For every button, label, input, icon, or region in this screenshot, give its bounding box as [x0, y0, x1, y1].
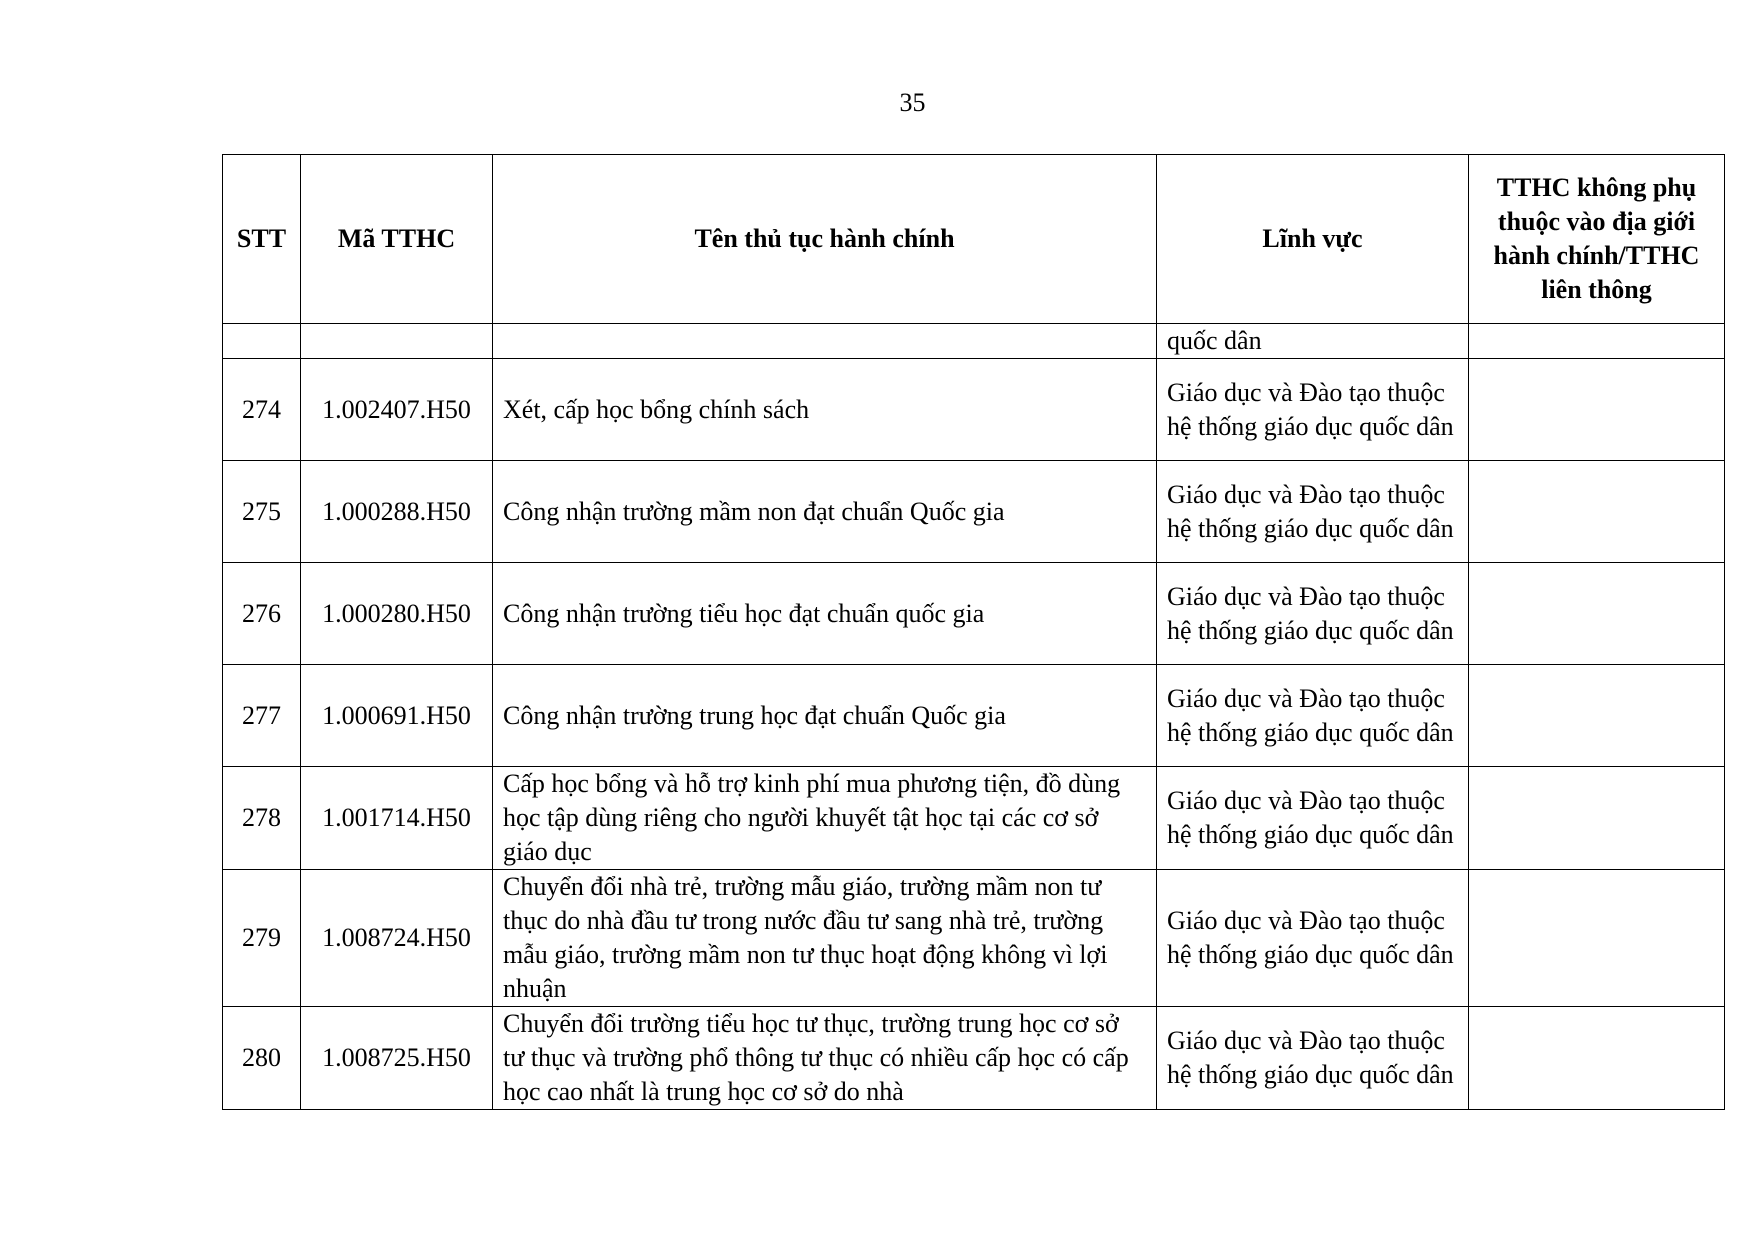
cell-name-text: Chuyển đổi trường tiểu học tư thục, trường trung học cơ sở tư thục và trường phổ thông tư thục có nhiều cấp học có cấp học cao nhất là trung học cơ sở do nhà — [503, 1009, 1129, 1106]
cell-field: Giáo dục và Đào tạo thuộc hệ thống giáo dục quốc dân — [1157, 359, 1469, 461]
cell-name: Cấp học bổng và hỗ trợ kinh phí mua phương tiện, đồ dùng học tập dùng riêng cho người khuyết tật học tại các cơ sở giáo dục — [493, 767, 1157, 870]
cell-field: Giáo dục và Đào tạo thuộc hệ thống giáo dục quốc dân — [1157, 665, 1469, 767]
cell-stt: 277 — [223, 665, 301, 767]
table-row — [223, 563, 1725, 665]
cell-name: Công nhận trường trung học đạt chuẩn Quốc gia — [493, 665, 1157, 767]
cell-stt: 276 — [223, 563, 301, 665]
cell-stt: 274 — [223, 359, 301, 461]
cell-field: Giáo dục và Đào tạo thuộc hệ thống giáo dục quốc dân — [1157, 1007, 1469, 1110]
cell-code: 1.008724.H50 — [301, 870, 493, 1007]
header-field: Lĩnh vực — [1157, 155, 1469, 324]
cell-stt: 275 — [223, 461, 301, 563]
cell-field: quốc dân — [1157, 324, 1469, 359]
cell-name: Xét, cấp học bổng chính sách — [493, 359, 1157, 461]
cell-stt — [223, 324, 301, 359]
header-name: Tên thủ tục hành chính — [493, 155, 1157, 324]
cell-stt: 278 — [223, 767, 301, 870]
cell-note — [1469, 324, 1725, 359]
header-stt: STT — [223, 155, 301, 324]
cell-name: Công nhận trường mầm non đạt chuẩn Quốc gia — [493, 461, 1157, 563]
table-row — [223, 461, 1725, 563]
page-number: 35 — [899, 88, 926, 117]
cell-code: 1.001714.H50 — [301, 767, 493, 870]
table-row — [223, 359, 1725, 461]
header-note: TTHC không phụ thuộc vào địa giới hành chính/TTHC liên thông — [1469, 155, 1725, 324]
cell-code: 1.002407.H50 — [301, 359, 493, 461]
table-header-row — [223, 155, 1725, 324]
cell-name — [493, 324, 1157, 359]
table-row — [223, 665, 1725, 767]
cell-note — [1469, 563, 1725, 665]
cell-code: 1.000691.H50 — [301, 665, 493, 767]
cell-field: Giáo dục và Đào tạo thuộc hệ thống giáo dục quốc dân — [1157, 563, 1469, 665]
cell-note — [1469, 767, 1725, 870]
cell-code: 1.008725.H50 — [301, 1007, 493, 1110]
cell-name — [493, 1007, 1157, 1110]
cell-note — [1469, 870, 1725, 1007]
cell-note — [1469, 1007, 1725, 1110]
table-row — [223, 1007, 1725, 1110]
cell-code: 1.000288.H50 — [301, 461, 493, 563]
table-row-continuation — [223, 324, 1725, 359]
cell-note — [1469, 461, 1725, 563]
cell-name: Chuyển đổi nhà trẻ, trường mẫu giáo, trường mầm non tư thục do nhà đầu tư trong nước đầu tư sang nhà trẻ, trường mẫu giáo, trường mầm non tư thục hoạt động không vì lợi nhuận — [493, 870, 1157, 1007]
cell-code: 1.000280.H50 — [301, 563, 493, 665]
cell-field: Giáo dục và Đào tạo thuộc hệ thống giáo dục quốc dân — [1157, 461, 1469, 563]
cell-field: Giáo dục và Đào tạo thuộc hệ thống giáo dục quốc dân — [1157, 870, 1469, 1007]
header-code: Mã TTHC — [301, 155, 493, 324]
cell-code — [301, 324, 493, 359]
cell-stt: 279 — [223, 870, 301, 1007]
cell-note — [1469, 359, 1725, 461]
cell-field: Giáo dục và Đào tạo thuộc hệ thống giáo dục quốc dân — [1157, 767, 1469, 870]
table-row — [223, 870, 1725, 1007]
cell-name: Công nhận trường tiểu học đạt chuẩn quốc gia — [493, 563, 1157, 665]
procedures-table — [222, 154, 1725, 1110]
cell-stt: 280 — [223, 1007, 301, 1110]
table-row — [223, 767, 1725, 870]
cell-note — [1469, 665, 1725, 767]
